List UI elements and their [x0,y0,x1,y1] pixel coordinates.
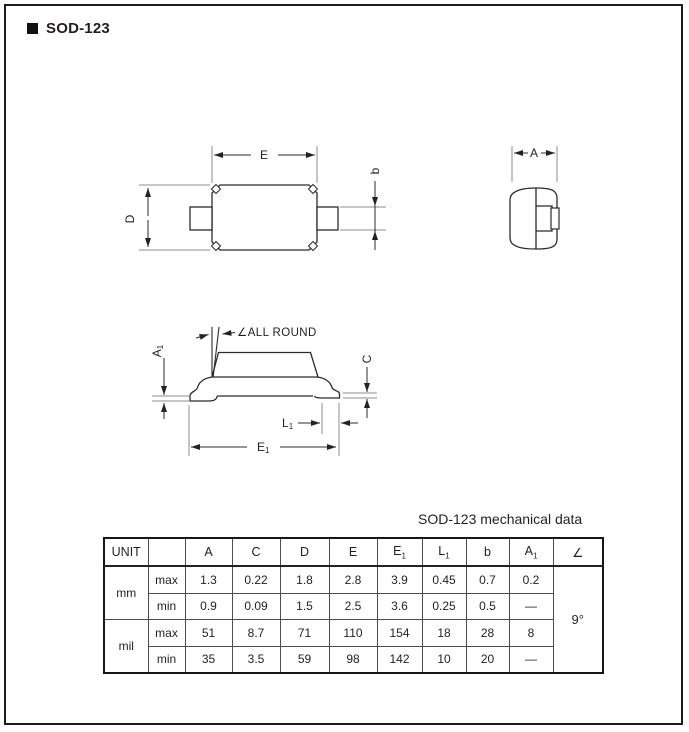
value-cell: 154 [377,619,422,646]
value-cell: 0.22 [232,566,280,593]
table-header-row [104,538,603,566]
top-view-drawing [123,146,386,251]
value-cell: 3.9 [377,566,422,593]
header-d: D [280,538,329,566]
dim-label-l1: L1 [282,416,294,431]
side-view-drawing [150,327,377,456]
table-row [104,566,603,593]
table-title: SOD-123 mechanical data [418,511,583,527]
value-cell: 0.45 [422,566,466,593]
value-cell: 20 [466,646,509,673]
limit-cell: max [148,619,185,646]
value-cell: 51 [185,619,232,646]
value-cell: 110 [329,619,377,646]
unit-mm-cell: mm [104,566,148,619]
header-limit [148,538,185,566]
value-cell: 35 [185,646,232,673]
header-angle: ∠ [553,538,603,566]
value-cell: 18 [422,619,466,646]
limit-cell: min [148,646,185,673]
value-cell: — [509,646,553,673]
header-b: b [466,538,509,566]
limit-cell: min [148,593,185,619]
value-cell: 1.3 [185,566,232,593]
header-c: C [232,538,280,566]
dim-label-e: E [259,148,269,162]
header-l1: $L_1$ [422,538,466,566]
page-title: SOD-123 [46,20,110,37]
value-cell: 8 [509,619,553,646]
header-a: A [185,538,232,566]
mechanical-data-table [103,537,604,674]
value-cell: 3.6 [377,593,422,619]
value-cell: 1.5 [280,593,329,619]
value-cell: 0.2 [509,566,553,593]
dim-label-e1: E1 [257,440,270,455]
value-cell: 98 [329,646,377,673]
table-row [104,593,603,619]
value-cell: 0.5 [466,593,509,619]
value-cell: — [509,593,553,619]
header-e: E [329,538,377,566]
value-cell: 0.25 [422,593,466,619]
all-round-note: ∠ALL ROUND [237,327,317,339]
limit-cell: max [148,566,185,593]
header-e1: $E_1$ [377,538,422,566]
value-cell: 0.7 [466,566,509,593]
value-cell: 71 [280,619,329,646]
value-cell: 59 [280,646,329,673]
value-cell: 2.8 [329,566,377,593]
value-cell: 28 [466,619,509,646]
unit-mil-cell: mil [104,619,148,673]
value-cell: 2.5 [329,593,377,619]
value-cell: 1.8 [280,566,329,593]
value-cell: 0.9 [185,593,232,619]
dim-label-d: D [123,214,137,224]
header-unit: UNIT [104,538,148,566]
value-cell: 0.09 [232,593,280,619]
dim-label-b: b [368,167,382,175]
header-a1: $A_1$ [509,538,553,566]
value-cell: 3.5 [232,646,280,673]
value-cell: 142 [377,646,422,673]
dim-label-a: A [529,146,539,160]
dim-label-a1: A1 [150,344,165,358]
end-view-drawing [510,146,559,249]
value-cell: 8.7 [232,619,280,646]
table-row [104,646,603,673]
table-row [104,619,603,646]
angle-value-cell: 9° [553,566,603,673]
value-cell: 10 [422,646,466,673]
dim-label-c: C [360,354,374,364]
